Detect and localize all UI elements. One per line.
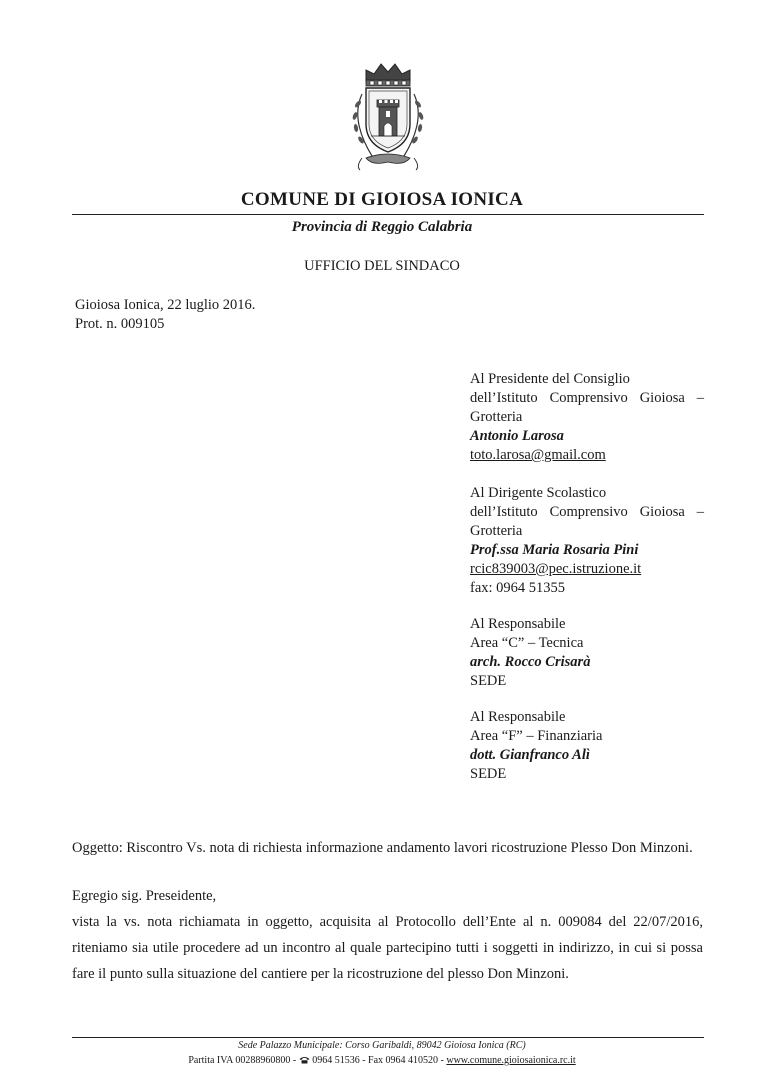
coat-of-arms-icon — [336, 58, 440, 176]
recipient-block — [470, 484, 704, 598]
recipient-sede: SEDE — [470, 673, 507, 689]
footer-address: Sede Palazzo Municipale: Corso Garibaldi, 89042 Gioiosa Ionica (RC) — [238, 1040, 526, 1051]
province-name: Provincia di Reggio Calabria — [291, 219, 473, 235]
protocol-number: Prot. n. 009105 — [75, 316, 165, 332]
recipient-institution: dell’Istituto Comprensivo Gioiosa – — [470, 504, 704, 520]
recipient-sede: SEDE — [470, 766, 507, 782]
date-protocol-block — [75, 296, 255, 334]
recipient-name: arch. Rocco Crisarà — [470, 654, 591, 670]
footer-phone-fax: 0964 51536 - Fax 0964 410520 - — [309, 1055, 447, 1066]
recipient-name: Prof.ssa Maria Rosaria Pini — [470, 542, 639, 558]
municipality-name: COMUNE DI GIOIOSA IONICA — [240, 189, 524, 210]
header-divider — [72, 214, 704, 215]
recipient-name: Antonio Larosa — [470, 428, 564, 444]
recipient-institution-cont: Grotteria — [470, 523, 523, 539]
footer-contacts — [0, 1055, 764, 1066]
recipient-title: Al Dirigente Scolastico — [470, 485, 607, 501]
recipient-title: Al Responsabile — [470, 616, 566, 632]
recipient-institution: dell’Istituto Comprensivo Gioiosa – — [470, 390, 704, 406]
office-name: UFFICIO DEL SINDACO — [304, 258, 460, 274]
recipient-email-link[interactable]: rcic839003@pec.istruzione.it — [470, 561, 642, 577]
recipient-area: Area “F” – Finanziaria — [470, 728, 603, 744]
recipient-institution-cont: Grotteria — [470, 409, 523, 425]
salutation: Egregio sig. Preseidente, — [72, 888, 217, 904]
subject-line: Oggetto: Riscontro Vs. nota di richiesta informazione andamento lavori ricostruzione Plesso Don Minzoni. — [72, 840, 693, 856]
recipient-area: Area “C” – Tecnica — [470, 635, 584, 651]
recipient-block — [470, 370, 704, 465]
place-date: Gioiosa Ionica, 22 luglio 2016. — [75, 297, 256, 313]
letter-body: vista la vs. nota richiamata in oggetto, acquisita al Protocollo dell’Ente al n. 009084 del 22/07/2016, riteniamo sia utile procedere ad un incontro al quale partecipino tutti i soggetti in indirizzo, in cui si possa fare il punto sulla situazione del cantiere per la ricostruzione del plesso Don Minzoni. — [72, 914, 703, 982]
recipient-name: dott. Gianfranco Alì — [470, 747, 590, 763]
footer-website-link[interactable]: www.comune.gioiosaionica.rc.it — [446, 1055, 576, 1066]
recipient-title: Al Responsabile — [470, 709, 566, 725]
footer-divider — [72, 1037, 704, 1038]
footer-vat: Partita IVA 00288960800 - — [188, 1055, 299, 1066]
recipient-block — [470, 615, 704, 691]
recipient-fax: fax: 0964 51355 — [470, 580, 566, 596]
recipient-block — [470, 708, 704, 784]
recipient-email-link[interactable]: toto.larosa@gmail.com — [470, 447, 606, 463]
recipient-title: Al Presidente del Consiglio — [470, 371, 630, 387]
telephone-icon — [299, 1056, 310, 1064]
